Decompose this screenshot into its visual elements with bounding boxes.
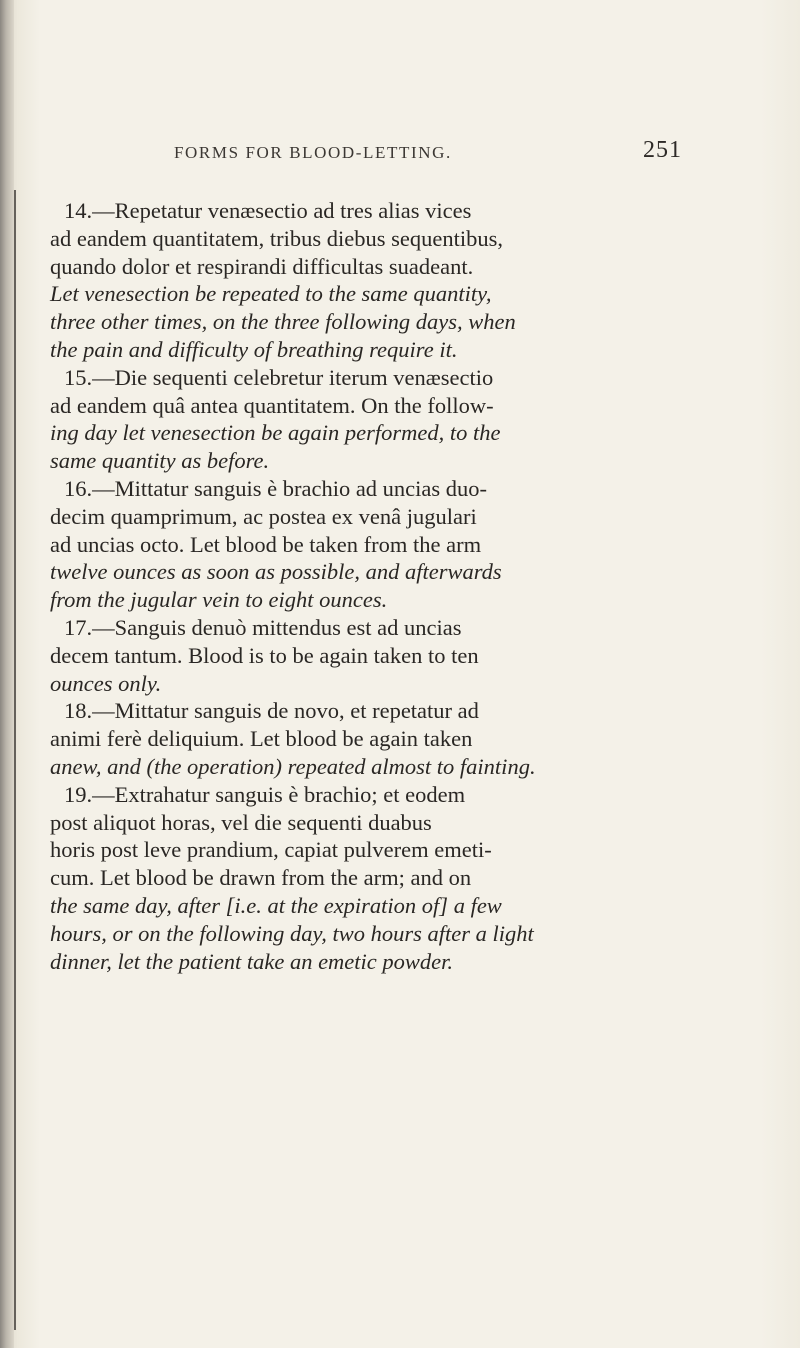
text-block bbox=[50, 197, 730, 975]
entry-19-line-6: hours, or on the following day, two hours after a light bbox=[50, 920, 534, 946]
entry-14-line-4: Let venesection be repeated to the same quantity, bbox=[50, 281, 492, 307]
entry-17-line-3: ounces only. bbox=[50, 670, 162, 696]
running-head: FORMS FOR BLOOD-LETTING. bbox=[174, 143, 452, 162]
entry-14-line-1: 14.—Repetatur venæsectio ad tres alias vices bbox=[64, 198, 472, 223]
page-number: 251 bbox=[643, 137, 682, 163]
entry-16-line-2: decim quamprimum, ac postea ex venâ jugulari bbox=[50, 503, 477, 529]
entry-15-line-3: ing day let venesection be again performed, to the bbox=[50, 420, 501, 446]
entry-19-line-1: 19.—Extrahatur sanguis è brachio; et eodem bbox=[64, 781, 466, 807]
entry-19-line-2: post aliquot horas, vel die sequenti duabus bbox=[50, 809, 432, 835]
entry-19-line-4: cum. Let blood be drawn from the arm; and on bbox=[50, 865, 472, 891]
entry-18-line-2: animi ferè deliquium. Let blood be again taken bbox=[50, 726, 473, 752]
gutter-edge-line bbox=[14, 190, 16, 1330]
entry-15-line-4: same quantity as before. bbox=[50, 448, 270, 474]
entry-15-line-1: 15.—Die sequenti celebretur iterum venæsectio bbox=[64, 364, 494, 390]
entry-19-line-5: the same day, after [i.e. at the expiration of] a few bbox=[50, 892, 502, 918]
entry-19 bbox=[50, 781, 730, 976]
entry-16-line-5: from the jugular vein to eight ounces. bbox=[50, 587, 388, 613]
entry-19-line-3: horis post leve prandium, capiat pulverem emeti- bbox=[50, 837, 492, 863]
entry-19-line-7: dinner, let the patient take an emetic powder. bbox=[50, 948, 454, 974]
entry-16-line-1: 16.—Mittatur sanguis è brachio ad uncias duo- bbox=[64, 475, 488, 501]
entry-17-line-2: decem tantum. Blood is to be again taken to ten bbox=[50, 642, 479, 668]
entry-14-line-2: ad eandem quantitatem, tribus diebus sequentibus, bbox=[50, 225, 504, 251]
book-gutter bbox=[0, 0, 14, 1348]
entry-16-line-3: ad uncias octo. Let blood be taken from the arm bbox=[50, 531, 482, 557]
entry-15 bbox=[50, 364, 730, 475]
entry-14-line-6: the pain and difficulty of breathing require it. bbox=[50, 336, 458, 362]
page-header bbox=[150, 137, 690, 171]
entry-14 bbox=[50, 197, 730, 364]
entry-15-line-2: ad eandem quâ antea quantitatem. On the follow- bbox=[50, 392, 494, 418]
entry-14-line-3: quando dolor et respirandi difficultas suadeant. bbox=[50, 253, 474, 279]
entry-16 bbox=[50, 475, 730, 614]
entry-16-line-4: twelve ounces as soon as possible, and afterwards bbox=[50, 559, 502, 585]
entry-17 bbox=[50, 614, 730, 697]
entry-18-line-3: anew, and (the operation) repeated almost to fainting. bbox=[50, 753, 536, 779]
entry-14-line-5: three other times, on the three following days, when bbox=[50, 309, 516, 335]
entry-18 bbox=[50, 697, 730, 780]
entry-17-line-1: 17.—Sanguis denuò mittendus est ad uncias bbox=[64, 614, 462, 640]
entry-18-line-1: 18.—Mittatur sanguis de novo, et repetatur ad bbox=[64, 698, 479, 724]
